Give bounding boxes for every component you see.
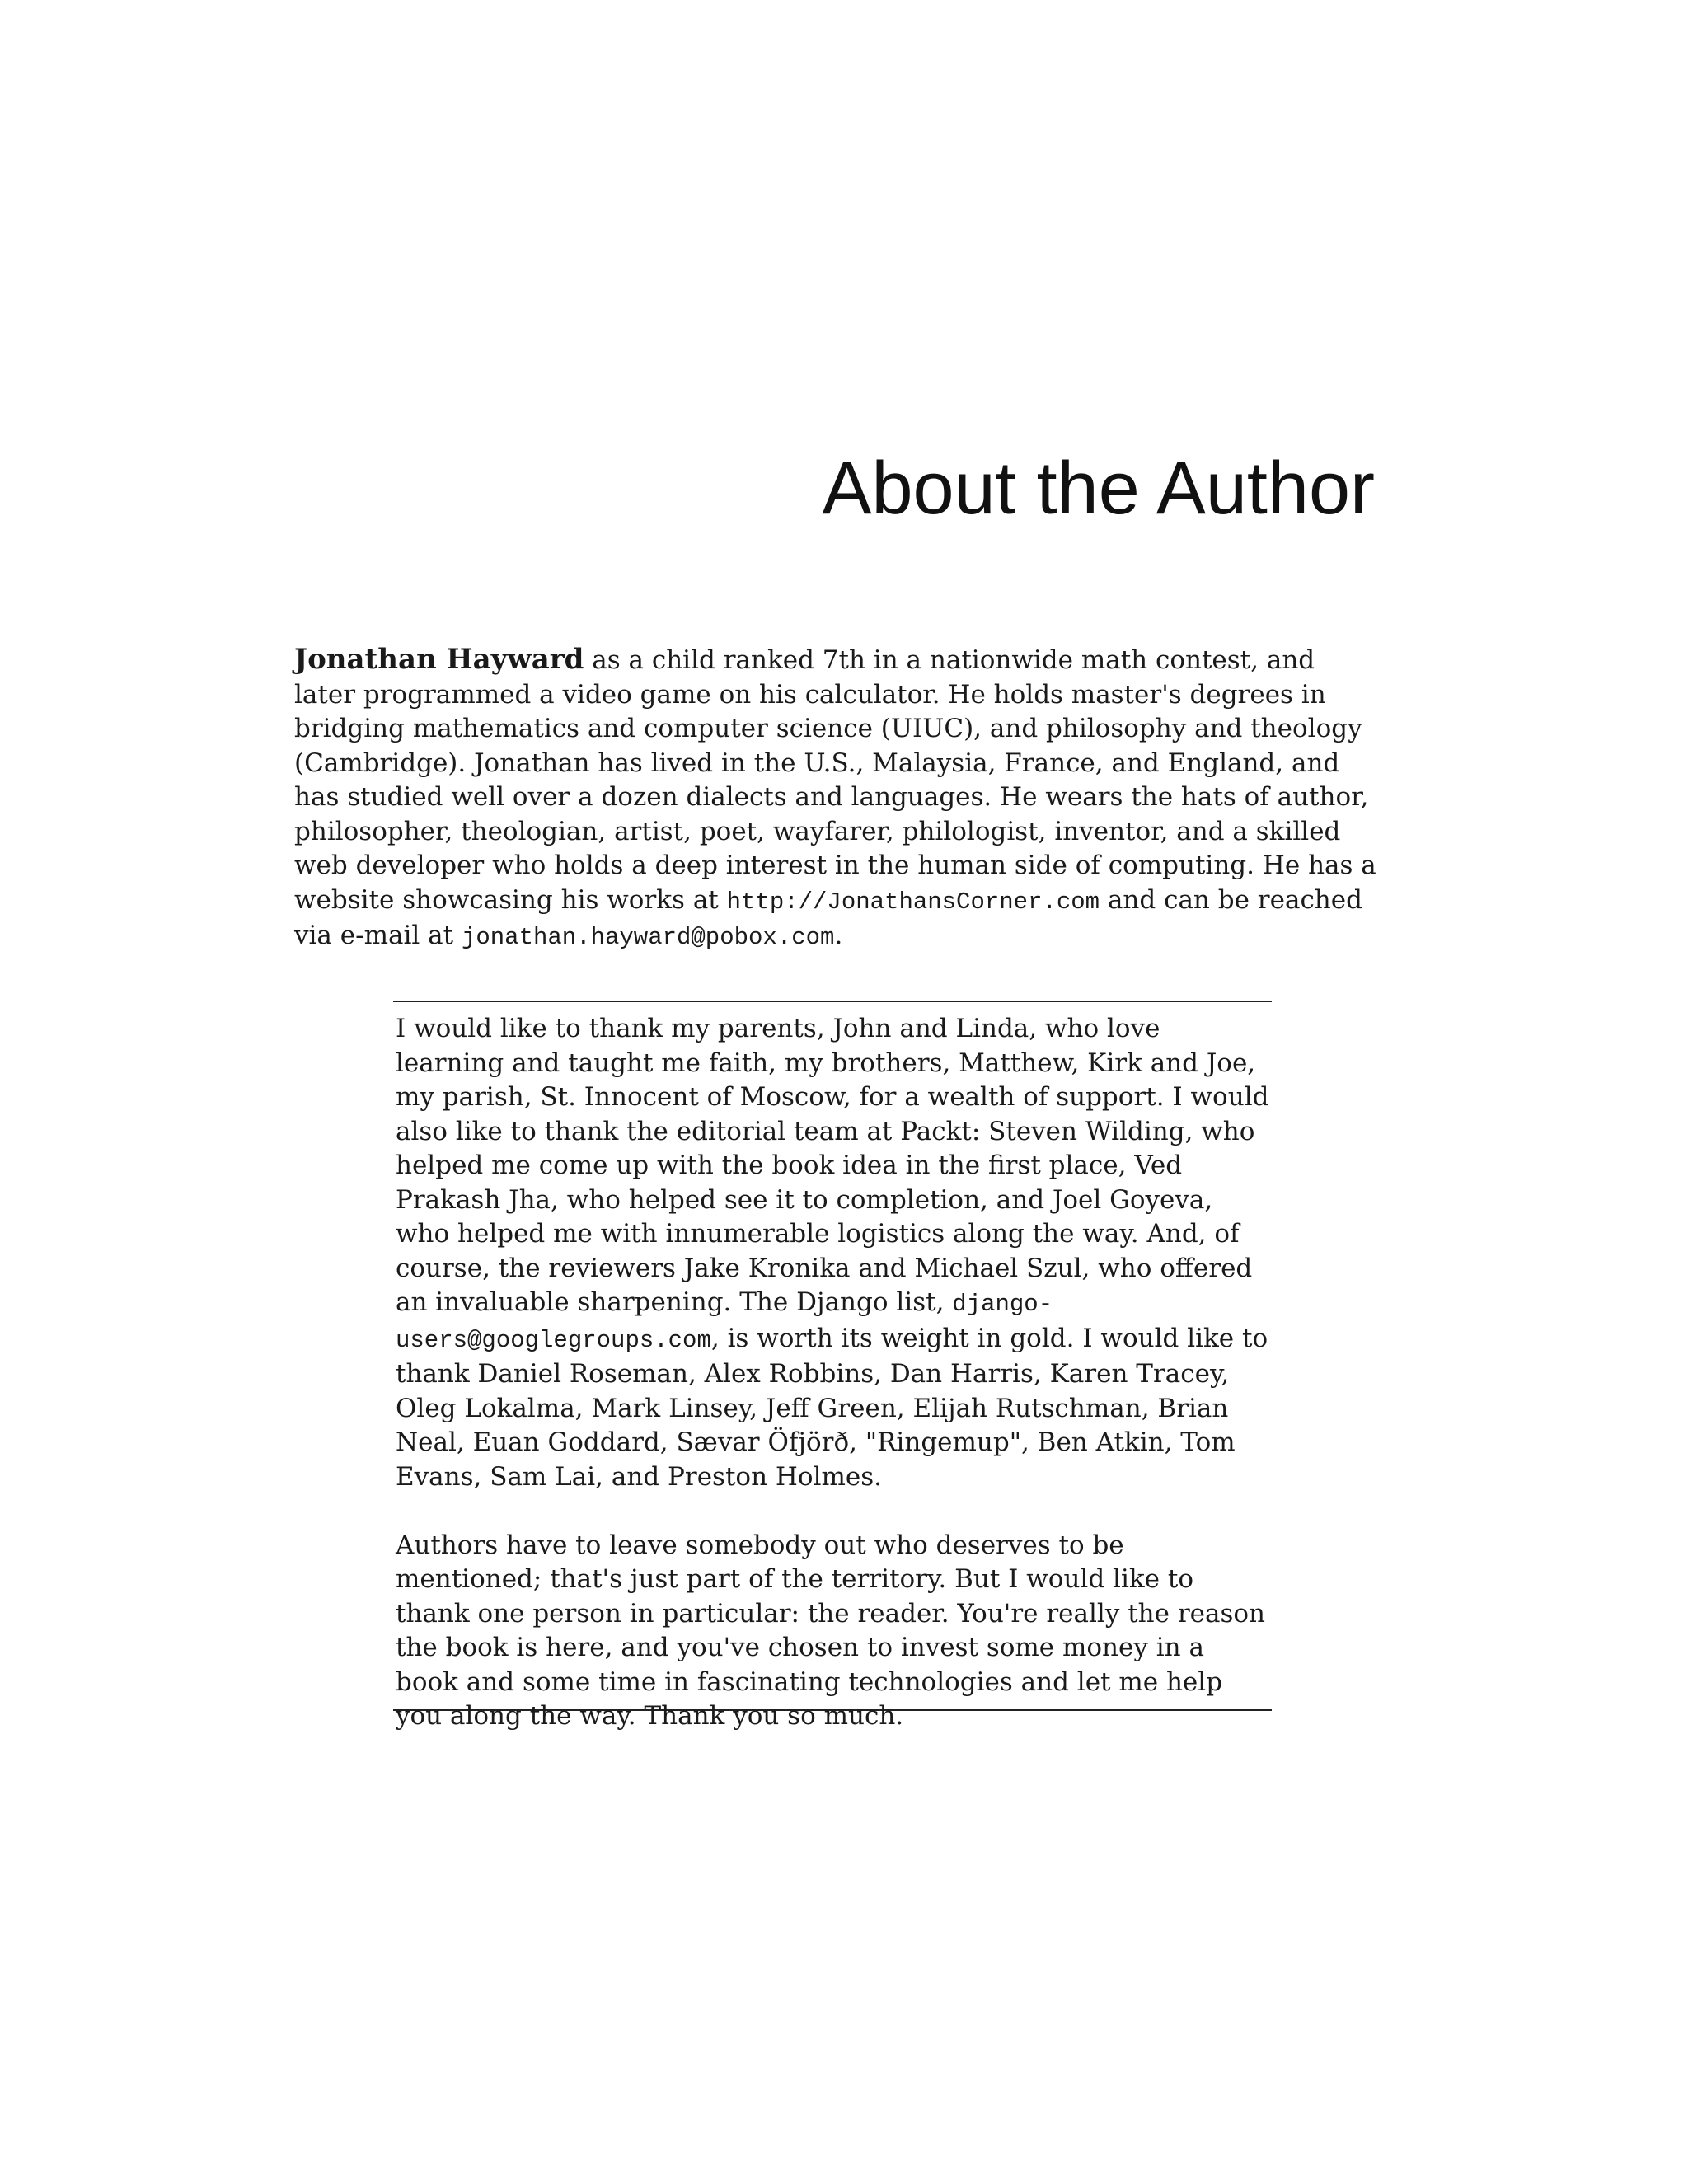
ack-text-1: I would like to thank my parents, John and Linda, who love learning and taught me faith, my brothers, Matthew, Kirk and Joe, my parish, St. Innocent of Moscow, for a wealth of support. I would also like to thank the editorial team at Packt: Steven Wilding, who helped me come up with the book idea in the first place, Ved Prakash Jha, who helped see it to completion, and Joel Goyeva, who helped me with innumerable logistics along the way. And, of course, the reviewers Jake Kronika and Michael Szul, who offered an invaluable sharpening. The Django list, — [396, 1014, 1269, 1317]
bio-text-3: . — [834, 921, 843, 950]
author-bio — [294, 643, 1382, 955]
mailing-list-address: django-users@googlegroups.com — [396, 1291, 1053, 1354]
ack-text-2: , is worth its weight in gold. I would like to thank Daniel Roseman, Alex Robbins, Dan Harris, Karen Tracey, Oleg Lokalma, Mark Linsey, Jeff Green, Elijah Rutschman, Brian Neal, Euan Goddard, Sævar Öfjörð, "Ringemup", Ben Atkin, Tom Evans, Sam Lai, and Preston Holmes. — [396, 1323, 1268, 1492]
acknowledgments-box — [393, 1001, 1272, 1731]
bio-text-2: and can be reached via e-mail at — [294, 884, 1362, 950]
email-address: jonathan.hayward@pobox.com — [461, 924, 835, 951]
bio-text-1: as a child ranked 7th in a nationwide math contest, and later programmed a video game on his calculator. He holds master's degrees in bridging mathematics and computer science (UIUC), and philosophy and theology (Cambridge). Jonathan has lived in the U.S., Malaysia, France, and England, and has studied well over a dozen dialects and languages. He wears the hats of author, philosopher, theologian, artist, poet, wayfarer, philologist, inventor, and a skilled web developer who holds a deep interest in the human side of computing. He has a website showcasing his works at — [294, 645, 1376, 915]
page-title: About the Author — [822, 448, 1375, 530]
acknowledgments-paragraph-1 — [396, 1012, 1272, 1494]
acknowledgments-paragraph-2: Authors have to leave somebody out who deserves to be mentioned; that's just part of the territory. But I would like to thank one person in particular: the reader. You're really the reason the book is here, and you've chosen to invest some money in a book and some time in fascinating technologies and let me help you along the way. Thank you so much. — [396, 1530, 1265, 1731]
author-name: Jonathan Hayward — [294, 643, 584, 676]
website-link: http://JonathansCorner.com — [726, 888, 1100, 916]
